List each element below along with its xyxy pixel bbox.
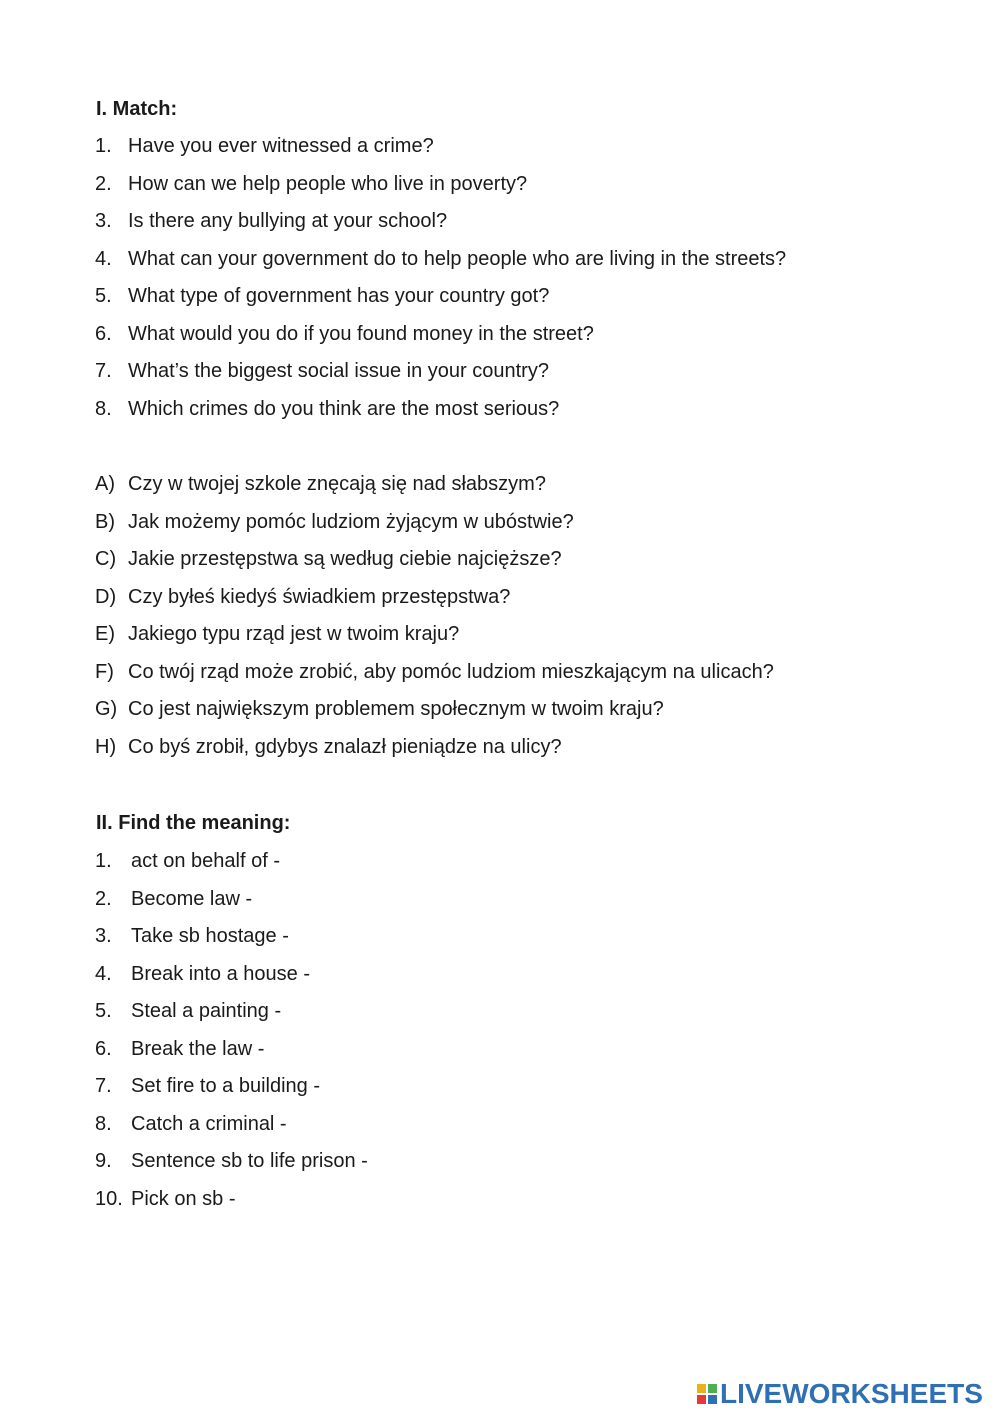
list-item-marker: 10. — [95, 1187, 123, 1210]
list-item-text: Set fire to a building - — [131, 1075, 320, 1097]
list-item-text: What would you do if you found money in the street? — [128, 322, 594, 345]
list-item-text: Become law - — [131, 887, 253, 910]
list-item — [95, 697, 774, 735]
list-item — [95, 962, 368, 1000]
logo-square-red — [697, 1395, 706, 1404]
list-item — [95, 735, 774, 773]
list-item — [95, 1187, 368, 1225]
list-item — [95, 622, 774, 660]
list-item-marker: 8. — [95, 1112, 112, 1135]
list-item — [95, 849, 368, 887]
section-meaning-title: II. Find the meaning: — [96, 812, 291, 834]
section-match-title: I. Match: — [96, 98, 178, 120]
list-item — [95, 1149, 368, 1187]
liveworksheets-logo — [697, 1379, 983, 1409]
list-item — [95, 510, 774, 548]
list-item-text: act on behalf of - — [131, 850, 280, 872]
list-item-text: Co twój rząd może zrobić, aby pomóc ludziom mieszkającym na ulicach? — [128, 660, 774, 683]
list-item — [95, 359, 786, 397]
list-item-text: Have you ever witnessed a crime? — [128, 135, 434, 157]
list-item-text: Catch a criminal - — [131, 1112, 287, 1135]
list-item — [95, 660, 774, 698]
list-item — [95, 209, 786, 247]
list-item-marker: 2. — [95, 172, 112, 195]
list-item-marker: 6. — [95, 1037, 112, 1060]
list-item — [95, 247, 786, 285]
list-item — [95, 1074, 368, 1112]
list-item-text: Czy w twojej szkole znęcają się nad słabszym? — [128, 473, 546, 495]
list-item-marker: 7. — [95, 1075, 112, 1097]
list-item-marker: G) — [95, 698, 118, 720]
list-item-text: Czy byłeś kiedyś świadkiem przestępstwa? — [128, 585, 511, 608]
list-item-text: Break into a house - — [131, 962, 310, 985]
list-item-marker: A) — [95, 473, 115, 495]
list-item-text: Is there any bullying at your school? — [128, 210, 448, 232]
list-item-text: Which crimes do you think are the most serious? — [128, 397, 560, 420]
logo-text: LIVEWORKSHEETS — [720, 1378, 983, 1409]
list-item-marker: 6. — [95, 322, 112, 345]
logo-mark-icon — [697, 1384, 717, 1404]
list-item-marker: 5. — [95, 1000, 112, 1022]
list-item-marker: C) — [95, 548, 117, 570]
list-item-text: Co jest największym problemem społecznym w twoim kraju? — [128, 698, 664, 720]
list-item-marker: 4. — [95, 247, 112, 270]
list-item-text: Co byś zrobił, gdybys znalazł pieniądze na ulicy? — [128, 735, 562, 758]
logo-square-yellow — [697, 1384, 706, 1393]
list-item — [95, 322, 786, 360]
question-list — [95, 134, 786, 434]
list-item — [95, 1037, 368, 1075]
list-item — [95, 547, 774, 585]
list-item — [95, 397, 786, 435]
list-item-marker: 8. — [95, 397, 112, 420]
list-item — [95, 999, 368, 1037]
list-item — [95, 284, 786, 322]
list-item-marker: 2. — [95, 887, 112, 910]
list-item-marker: 1. — [95, 850, 112, 872]
list-item-marker: H) — [95, 735, 117, 758]
list-item-marker: 1. — [95, 135, 112, 157]
list-item-marker: E) — [95, 623, 115, 645]
list-item-text: How can we help people who live in poverty? — [128, 172, 528, 195]
list-item-text: Jakie przestępstwa są według ciebie najcięższe? — [128, 548, 562, 570]
list-item-text: Jak możemy pomóc ludziom żyjącym w ubóstwie? — [128, 510, 574, 533]
list-item-marker: 3. — [95, 925, 112, 947]
list-item-marker: D) — [95, 585, 117, 608]
list-item-marker: 7. — [95, 360, 112, 382]
list-item-text: Jakiego typu rząd jest w twoim kraju? — [128, 623, 460, 645]
list-item — [95, 585, 774, 623]
list-item-marker: 4. — [95, 962, 112, 985]
list-item — [95, 1112, 368, 1150]
list-item-marker: F) — [95, 660, 114, 683]
list-item-text: Steal a painting - — [131, 1000, 282, 1022]
list-item-marker: 3. — [95, 210, 112, 232]
list-item-text: What type of government has your country got? — [128, 285, 550, 307]
list-item-marker: 5. — [95, 285, 112, 307]
list-item — [95, 134, 786, 172]
list-item-text: Sentence sb to life prison - — [131, 1150, 368, 1172]
list-item — [95, 472, 774, 510]
list-item — [95, 172, 786, 210]
list-item — [95, 887, 368, 925]
logo-square-green — [708, 1384, 717, 1393]
list-item-text: Take sb hostage - — [131, 925, 289, 947]
list-item-text: What’s the biggest social issue in your country? — [128, 360, 549, 382]
list-item — [95, 924, 368, 962]
answer-list — [95, 472, 774, 772]
meaning-list — [95, 849, 368, 1224]
logo-square-blue — [708, 1395, 717, 1404]
list-item-text: What can your government do to help people who are living in the streets? — [128, 247, 787, 270]
list-item-text: Pick on sb - — [131, 1187, 236, 1210]
list-item-text: Break the law - — [131, 1037, 265, 1060]
list-item-marker: 9. — [95, 1150, 112, 1172]
list-item-marker: B) — [95, 510, 115, 533]
